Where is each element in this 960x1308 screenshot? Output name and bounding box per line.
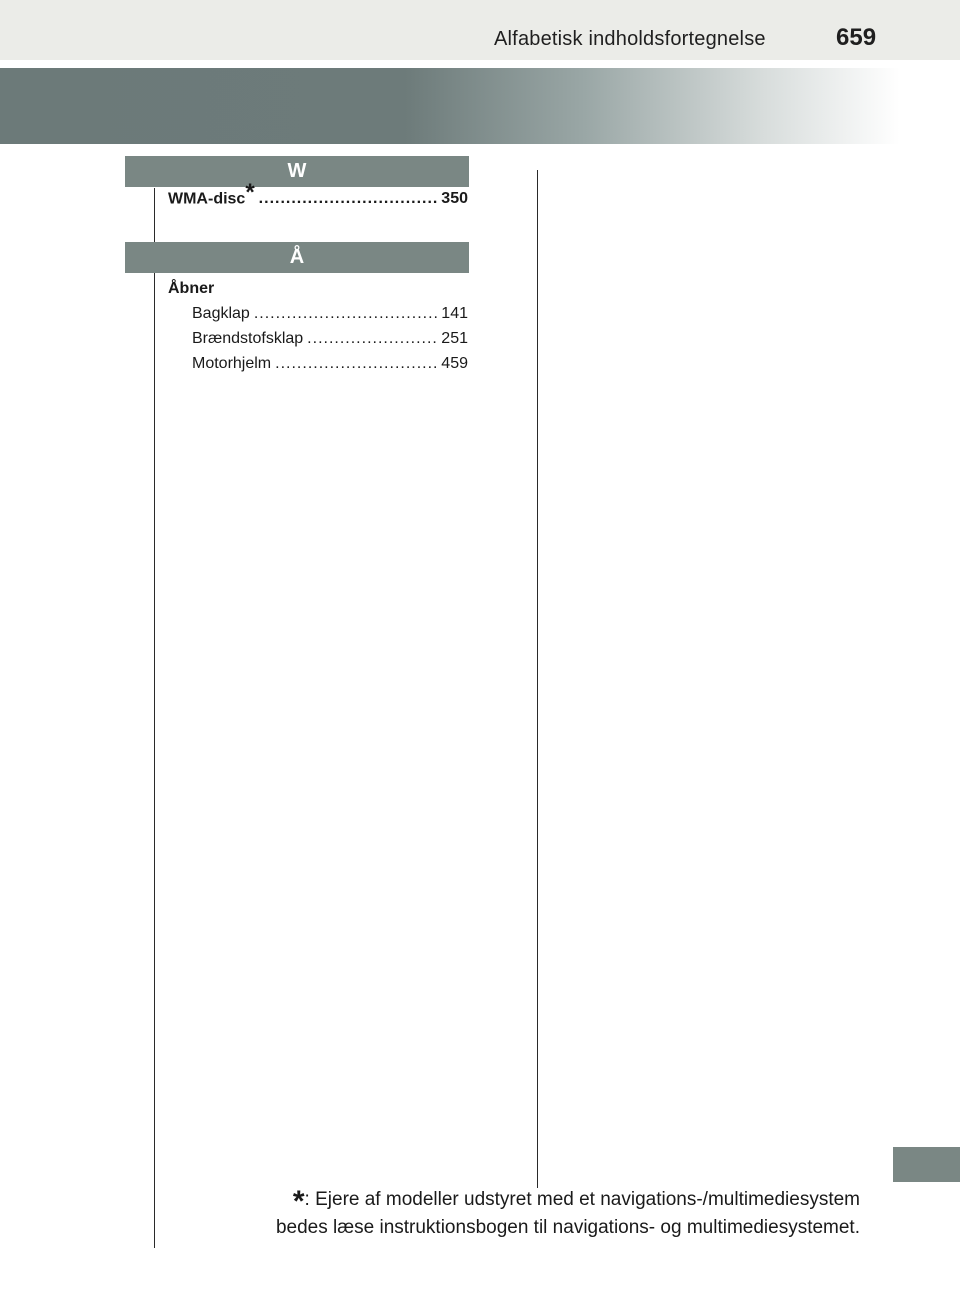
column-divider-middle [537,170,538,1188]
entry-label: Motorhjelm [192,355,272,372]
section-letter-aa: Å [125,242,469,273]
footnote-line-1: *: Ejere af modeller udstyret med et navigations-/multimediesystem [292,1185,860,1218]
decorative-gradient-band [0,68,900,144]
index-subentry-motorhjelm[interactable] [192,355,468,373]
footnote [170,1186,860,1242]
entry-page: 141 [441,305,468,322]
index-subentry-bagklap[interactable] [192,305,468,323]
leader-dots [254,305,437,323]
leader-dots [275,355,437,373]
header-band [0,0,960,60]
entry-page: 459 [441,355,468,372]
section-letter-w: W [125,156,469,187]
page-title: Alfabetisk indholdsfortegnelse [494,28,766,50]
leader-dots [259,190,438,208]
asterisk-marker: * [292,1185,305,1218]
footnote-line-2: bedes læse instruktionsbogen til navigations- og multimediesystemet. [275,1217,860,1238]
index-heading-abner: Åbner [168,280,215,297]
entry-page: 350 [441,190,468,208]
page-number: 659 [836,24,877,51]
asterisk-marker: * [245,179,255,206]
leader-dots [307,330,437,348]
index-entry-wma-disc[interactable] [168,179,468,208]
entry-label: Brændstofsklap [192,330,304,347]
entry-label: WMA-disc* [168,179,255,208]
column-divider-left [154,188,155,1248]
entry-label: Bagklap [192,305,250,322]
chapter-tab-marker [893,1147,960,1182]
entry-page: 251 [441,330,468,347]
index-subentry-braendstofsklap[interactable] [192,330,468,348]
